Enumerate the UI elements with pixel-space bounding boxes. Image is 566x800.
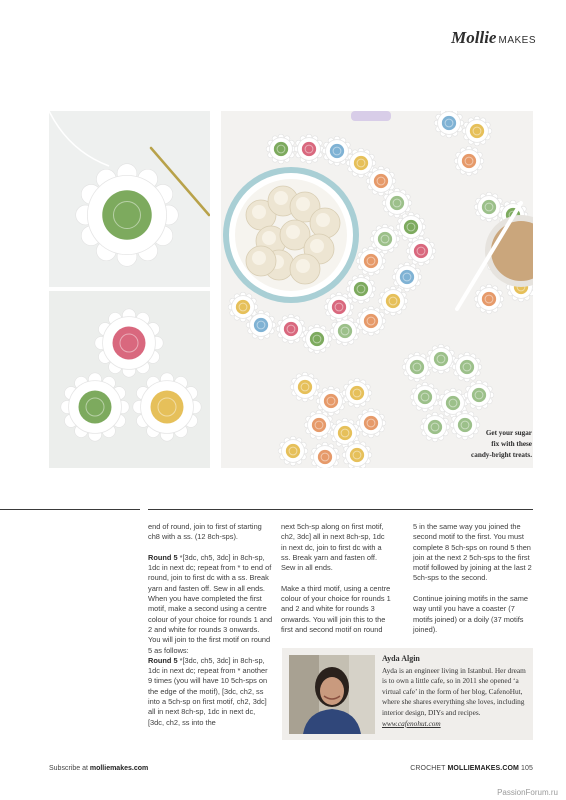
crochet-motif	[76, 164, 179, 267]
paragraph: When you have completed the first motif, make a second using a centre colour of your choice for rounds 1 and 2 and white for rounds 3 onwards. You will join to the first motif on round 5 as follows:	[148, 594, 273, 655]
text-column-2	[281, 522, 391, 646]
crochet-motif	[302, 324, 332, 354]
paragraph	[148, 553, 273, 594]
designer-portrait	[289, 655, 375, 734]
paragraph: Continue joining motifs in the same way until you have a coaster (7 motifs joined) or a doily (37 motifs joined).	[413, 594, 529, 634]
crochet-motif	[410, 382, 440, 412]
crochet-motif	[392, 262, 422, 292]
crochet-motif	[464, 380, 494, 410]
photo-doilies-with-meringues	[221, 111, 533, 468]
designer-name: Ayda Algin	[382, 654, 420, 663]
magazine-brand	[451, 28, 536, 48]
crochet-motif	[356, 408, 386, 438]
bio-paragraph: Ayda is an engineer living in Istanbul. Her dream is to own a little cafe, so in 2011 she opened ‘a virtual cafe’ in the form of her blog, CafenoHut, where she shares everything she loves, including interior design, DIYs and recipes.	[382, 665, 526, 717]
crochet-motif	[294, 134, 324, 164]
caption-line: fix with these	[491, 440, 532, 448]
subscribe-note	[49, 765, 148, 772]
section-name: CROCHET	[410, 765, 448, 772]
round-label: Round 5	[148, 655, 178, 665]
designer-blog-link[interactable]: www.cafenohut.com	[382, 718, 441, 728]
crochet-motif	[276, 314, 306, 344]
crochet-motif	[356, 306, 386, 336]
paragraph-text: *[3dc, ch5, 3dc] in 8ch-sp, 1dc in next dc; repeat from * another 9 times (you will have 10 5ch-sps on the edge of the motif), [3dc, ch2, ss into a 5ch-sp on first motif, ch2, 3dc] all in next 8ch-sp, 1dc in next dc, [3dc, ch2, ss into the	[148, 655, 268, 727]
crochet-motif	[290, 372, 320, 402]
crochet-motif	[420, 412, 450, 442]
caption-line: Get your sugar	[485, 429, 532, 437]
crochet-motif	[330, 316, 360, 346]
paragraph: next 5ch-sp along on first motif, ch2, 3dc] all in next 8ch-sp, 1dc in next dc, join to first dc with a ss. Break yarn and fasten off. Sew in all ends.	[281, 522, 385, 573]
crochet-motif	[454, 146, 484, 176]
page-footer	[410, 765, 533, 772]
brand-caps: MAKES	[498, 35, 536, 46]
paragraph: end of round, join to first of starting ch8 with a ss. (12 8ch-sps).	[148, 522, 262, 542]
text-column-1	[148, 522, 273, 728]
designer-bio-box	[282, 648, 533, 740]
divider-rule	[0, 509, 140, 510]
text-column-3	[413, 522, 533, 646]
photo-three-motifs	[49, 291, 210, 468]
crochet-motif	[95, 309, 163, 377]
watermark: PassionForum.ru	[497, 788, 558, 797]
paragraph: Make a third motif, using a centre colour of your choice for rounds 1 and 2 and white for rounds 3 onwards. You will join this to the first and second motif on round	[281, 583, 391, 634]
divider-rule	[148, 509, 533, 510]
paragraph	[148, 656, 273, 728]
crochet-motif	[462, 116, 492, 146]
subscribe-prefix: Subscribe at	[49, 765, 90, 772]
brand-script: Mollie	[451, 28, 497, 47]
crochet-motif	[61, 373, 129, 441]
crochet-motif	[133, 373, 201, 441]
crochet-motif	[434, 111, 464, 138]
crochet-motif	[266, 134, 296, 164]
photo-single-motif	[49, 111, 210, 287]
subscribe-link[interactable]: molliemakes.com	[89, 765, 149, 772]
bio-text	[382, 654, 528, 729]
caption-line: candy-bright treats.	[471, 451, 532, 459]
crochet-motif	[278, 436, 308, 466]
paragraph-text: *[3dc, ch5, 3dc] in 8ch-sp, 1dc in next dc; repeat from * to end of round, join to first dc with a ss. Break yarn and fasten off. Sew in all ends.	[148, 552, 272, 593]
site-name: MOLLIEMAKES.COM	[447, 765, 519, 772]
crochet-motif	[310, 442, 340, 468]
crochet-motif	[378, 286, 408, 316]
crochet-motif	[452, 352, 482, 382]
paragraph: 5 in the same way you joined the second motif to the first. You must complete 8 5ch-sps on round 5 then join at the next 2 5ch-sps to the first motif followed by joining at the last 2 5ch-sps to the second.	[413, 522, 532, 583]
page-number: 105	[518, 765, 533, 772]
round-label: Round 5	[148, 552, 178, 562]
crochet-motif	[474, 284, 504, 314]
photo-caption	[452, 428, 532, 461]
crochet-motif	[342, 378, 372, 408]
